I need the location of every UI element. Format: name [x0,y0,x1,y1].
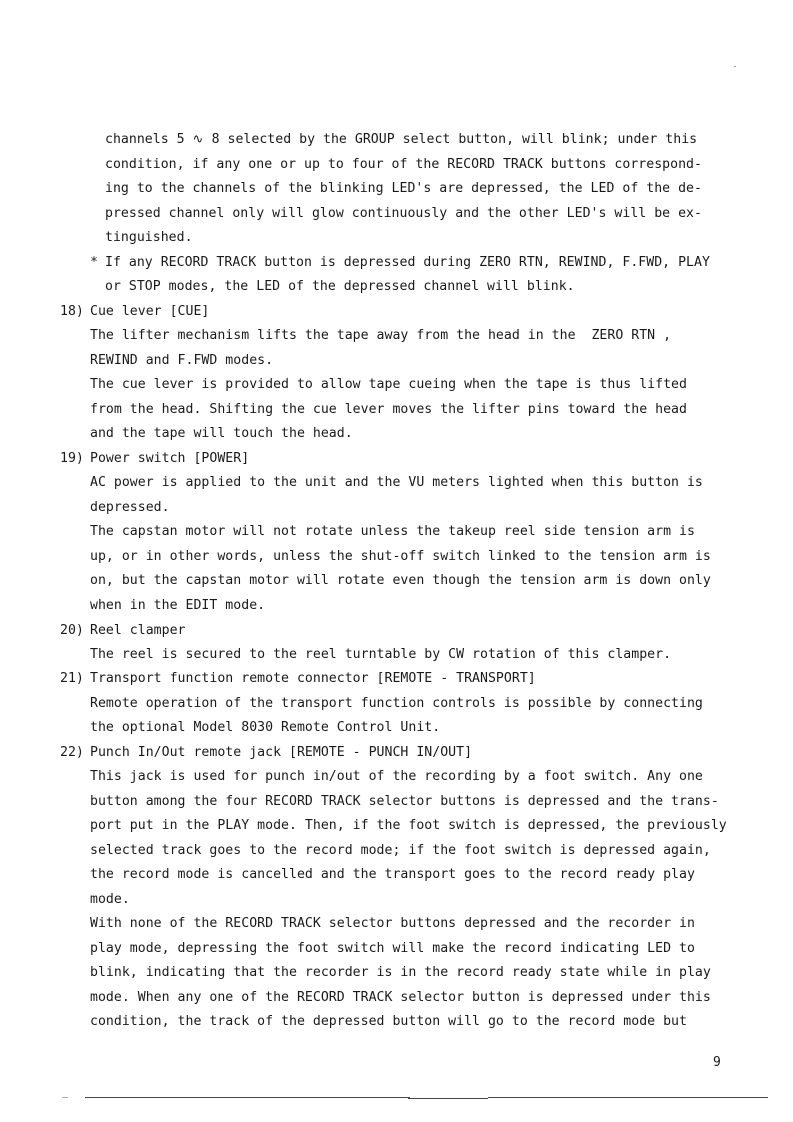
note-asterisk: * [90,255,98,270]
item-number-18: 18) [60,304,84,319]
item-body-line: depressed. [90,500,170,515]
item-title-cue-lever: Cue lever [CUE] [90,304,210,319]
item-body-line: REWIND and F.FWD modes. [90,353,274,368]
item-number-19: 19) [60,451,84,466]
continuation-line: ing to the channels of the blinking LED's are depressed, the LED of the de- [105,181,702,196]
item-body-line: the record mode is cancelled and the transport goes to the record ready play [90,867,695,882]
footer-rule [85,1097,410,1098]
item-body-line: and the tape will touch the head. [90,426,353,441]
item-number-21: 21) [60,671,84,686]
item-title-power-switch: Power switch [POWER] [90,451,250,466]
item-title-transport-remote: Transport function remote connector [REMOTE - TRANSPORT] [90,671,536,686]
item-body-line: mode. [90,892,130,907]
item-body-line: The lifter mechanism lifts the tape away from the head in the ZERO RTN , [90,328,672,343]
item-number-20: 20) [60,623,84,638]
item-body-line: the optional Model 8030 Remote Control Unit. [90,720,441,735]
footer-rule-fragment [62,1097,68,1098]
item-body-line: The capstan motor will not rotate unless the takeup reel side tension arm is [90,524,695,539]
note-line: or STOP modes, the LED of the depressed channel will blink. [105,279,575,294]
footer-rule [408,1098,488,1099]
item-title-punch-remote: Punch In/Out remote jack [REMOTE - PUNCH IN/OUT] [90,745,473,760]
item-body-line: condition, the track of the depressed button will go to the record mode but [90,1014,687,1029]
continuation-line: tinguished. [105,230,193,245]
item-body-line: mode. When any one of the RECORD TRACK selector button is depressed under this [90,990,711,1005]
item-body-line: With none of the RECORD TRACK selector buttons depressed and the recorder in [90,916,695,931]
item-body-line: button among the four RECORD TRACK selector buttons is depressed and the trans- [90,794,719,809]
continuation-line: condition, if any one or up to four of the RECORD TRACK buttons correspond- [105,157,702,172]
item-body-line: The reel is secured to the reel turntable by CW rotation of this clamper. [90,647,672,662]
item-number-22: 22) [60,745,84,760]
item-body-line: play mode, depressing the foot switch will make the record indicating LED to [90,941,695,956]
item-title-reel-clamper: Reel clamper [90,623,186,638]
footer-rule [488,1097,768,1098]
note-line: If any RECORD TRACK button is depressed during ZERO RTN, REWIND, F.FWD, PLAY [105,255,710,270]
item-body-line: This jack is used for punch in/out of the recording by a foot switch. Any one [90,769,703,784]
continuation-line: channels 5 ∿ 8 selected by the GROUP select button, will blink; under this [105,132,698,147]
item-body-line: The cue lever is provided to allow tape cueing when the tape is thus lifted [90,377,687,392]
item-body-line: up, or in other words, unless the shut-off switch linked to the tension arm is [90,549,711,564]
continuation-line: pressed channel only will glow continuously and the other LED's will be ex- [105,206,702,221]
item-body-line: on, but the capstan motor will rotate even though the tension arm is down only [90,573,711,588]
item-body-line: Remote operation of the transport function controls is possible by connecting [90,696,703,711]
page-number: 9 [713,1055,721,1070]
item-body-line: selected track goes to the record mode; if the foot switch is depressed again, [90,843,711,858]
item-body-line: AC power is applied to the unit and the VU meters lighted when this button is [90,475,703,490]
item-body-line: port put in the PLAY mode. Then, if the foot switch is depressed, the previously [90,818,727,833]
item-body-line: blink, indicating that the recorder is in the record ready state while in play [90,965,711,980]
item-body-line: from the head. Shifting the cue lever moves the lifter pins toward the head [90,402,687,417]
item-body-line: when in the EDIT mode. [90,598,266,613]
scan-speck [734,66,736,67]
